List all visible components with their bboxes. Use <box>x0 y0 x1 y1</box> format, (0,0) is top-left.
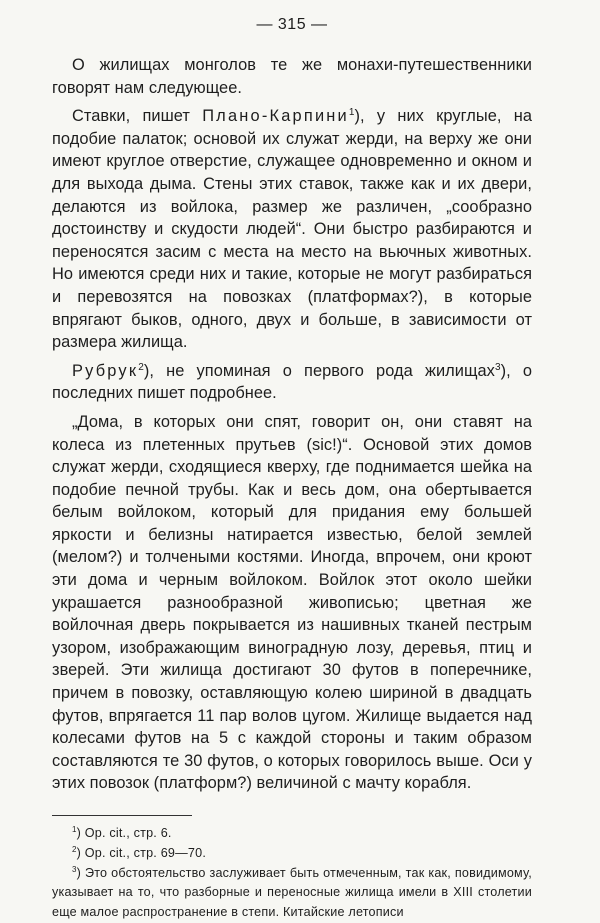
footnote-ref-1: 1 <box>348 107 355 119</box>
footnote-ref-3: 3 <box>494 361 501 373</box>
page-number: — 315 — <box>256 16 328 33</box>
footnotes <box>52 824 532 923</box>
paragraph-2-lead: Ставки, пишет <box>72 107 203 126</box>
footnote-1-text: ) Op. cit., стр. 6. <box>76 826 172 840</box>
footnote-2-marker: 2 <box>72 844 77 854</box>
footnote-3-text: ) Это обстоятельство заслуживает быть отмеченным, так как, повидимому, указывает на то, что разборные и переносные жилища имели в XIII столетии еще малое распространение в степи. Китайские летописи <box>52 865 532 920</box>
paragraph-3 <box>52 360 532 405</box>
book-page <box>52 16 532 923</box>
paragraph-3-middle: ), не упоминая о первого рода жилищах <box>143 361 495 380</box>
footnote-2-text: ) Op. cit., стр. 69—70. <box>76 845 207 860</box>
footnote-1-marker: 1 <box>72 825 77 834</box>
body-text <box>52 54 532 795</box>
footnote-divider <box>52 815 192 816</box>
author-name-plano-carpini: Плано-Карпини <box>202 107 349 126</box>
paragraph-3-rest: ), о последних пишет подробнее. <box>52 361 532 403</box>
paragraph-1: О жилищах монголов те же монахи-путешественники говорят нам следующее. <box>52 56 532 97</box>
footnote-2 <box>52 844 532 864</box>
footnote-1 <box>52 824 532 844</box>
author-name-rubruk: Рубрук <box>72 361 139 380</box>
paragraph-2 <box>52 105 532 354</box>
footnote-3-marker: 3 <box>72 864 77 874</box>
footnote-3 <box>52 864 532 923</box>
footnote-ref-2: 2 <box>138 361 144 373</box>
paragraph-2-rest: ), у них круглые, на подобие палаток; основой их служат жерди, на верху же они имеют круглое отверстие, служащее одновременно и окном и для выхода дыма. Стены этих ставок, также как и их двери, делаются из войлока, размер же различен, „сообразно достоинству и скудости людей“. Они быстро разбираются и переносятся засим с места на место на вьючных животных. Но имеются среди них и такие, которые не могут разбираться и перевозятся на повозках (платформах?), в которые впрягают быков, одного, двух и больше, в зависимости от размера жилища. <box>52 107 532 352</box>
paragraph-4: „Дома, в которых они спят, говорит он, они ставят на колеса из плетенных прутьев (sic!)“. Основой этих домов служат жерди, сходящиеся кверху, где поднимается шейка на подобие печной трубы. Как и весь дом, она обертывается белым войлоком, который для придания ему большей яркости и белизны натирается известью, белой землей (мелом?) и толчеными костями. Иногда, впрочем, они кроют эти дома и черным войлоком. Войлок этот около шейки украшается разнообразной живописью; цветная же войлочная дверь покрывается из нашивных тканей пестрым узором, изображающим виноградную лозу, деревья, птиц и зверей. Эти жилища достигают 30 футов в поперечнике, причем в повозку, оставляющую колею шириной в двадцать футов, впрягается 11 пар волов цугом. Жилище выдается над колесами футов на 5 с каждой стороны и таким образом составляются те 30 футов, о которых говорилось выше. Оси у этих повозок (платформ?) величиной с мачту корабля. <box>52 412 532 793</box>
